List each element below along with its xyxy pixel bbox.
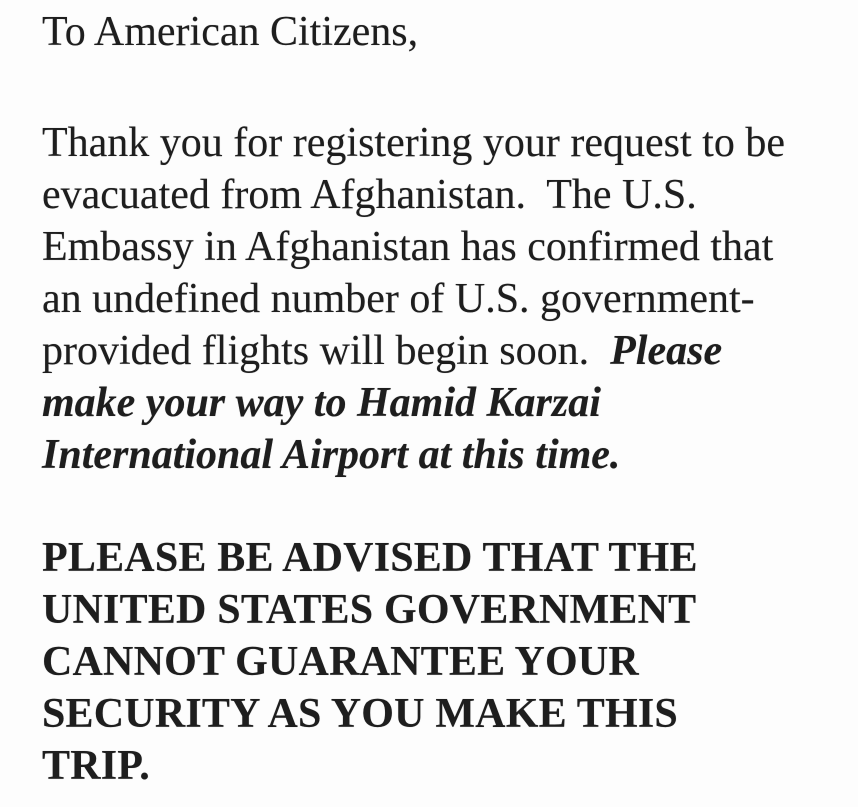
body-line-2: evacuated from Afghanistan. The U.S. — [42, 172, 697, 218]
warning-line-4: SECURITY AS YOU MAKE THIS — [42, 691, 678, 737]
body-line-7: International Airport at this time. — [42, 432, 621, 478]
warning-line-2: UNITED STATES GOVERNMENT — [42, 587, 697, 633]
body-line-4: an undefined number of U.S. government- — [42, 276, 755, 322]
body-line-6: make your way to Hamid Karzai — [42, 380, 601, 426]
salutation-line: To American Citizens, — [42, 9, 419, 55]
warning-line-3: CANNOT GUARANTEE YOUR — [42, 639, 639, 685]
body-line-3: Embassy in Afghanistan has confirmed that — [42, 224, 774, 270]
warning-line-5: TRIP. — [42, 743, 150, 789]
body-line-5-emphasis: Please — [610, 328, 723, 374]
body-line-5 — [42, 325, 830, 377]
warning-line-1: PLEASE BE ADVISED THAT THE — [42, 535, 698, 581]
body-paragraph — [42, 117, 830, 481]
body-line-1: Thank you for registering your request to be — [42, 120, 785, 166]
body-line-5-regular: provided flights will begin soon. — [42, 328, 611, 374]
warning-paragraph — [42, 532, 830, 792]
